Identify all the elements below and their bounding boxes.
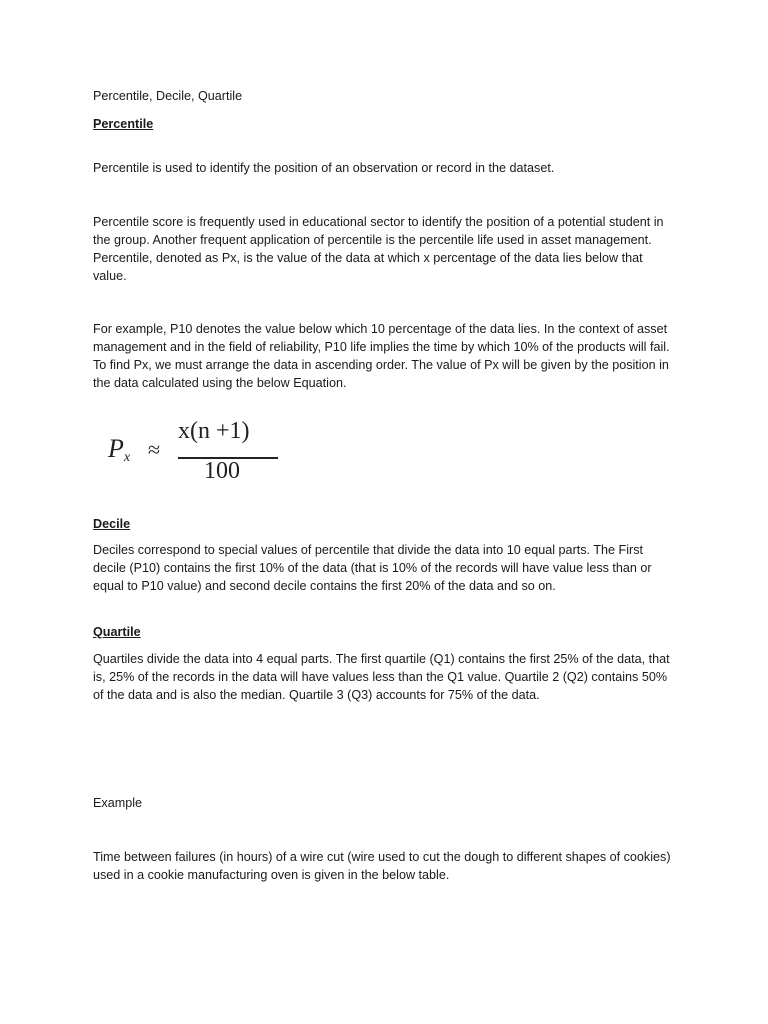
formula-approx-sign: ≈ <box>148 437 161 462</box>
decile-paragraph: Deciles correspond to special values of percentile that divide the data into 10 equal parts. The First decile (P10) contains the first 10% of the data (that is 10% of the records will have value less than or equal to P10 value) and second decile contains the first 20% of the data and so on. <box>93 543 652 593</box>
formula-subscript: x <box>123 450 131 465</box>
quartile-paragraph: Quartiles divide the data into 4 equal parts. The first quartile (Q1) contains the first 25% of the data, that is, 25% of the records in the data will have values less than the Q1 value. Quartile 2 (Q2) contains 50% of the data and is also the median. Quartile 3 (Q3) accounts for 75% of the data. <box>93 652 670 702</box>
percentile-heading: Percentile <box>93 117 154 131</box>
example-paragraph: Time between failures (in hours) of a wire cut (wire used to cut the dough to different shapes of cookies) used in a cookie manufacturing oven is given in the below table. <box>93 850 671 882</box>
formula-denominator: 100 <box>204 458 240 484</box>
example-label: Example <box>93 796 142 810</box>
percentile-paragraph-3: For example, P10 denotes the value below which 10 percentage of the data lies. In the context of asset management and in the field of reliability, P10 life implies the time by which 10% of the products will fail. To find Px, we must arrange the data in ascending order. The value of Px will be given by the position in the data calculated using the below Equation. <box>93 322 670 390</box>
formula-lhs: $P_x$ <box>108 434 131 465</box>
percentile-paragraph-1: Percentile is used to identify the position of an observation or record in the dataset. <box>93 161 555 175</box>
formula-numerator: x(n +1) <box>178 418 250 444</box>
decile-heading: Decile <box>93 517 131 531</box>
percentile-paragraph-2: Percentile score is frequently used in educational sector to identify the position of a potential student in the group. Another frequent application of percentile is the percentile life used in asset management. Percentile, denoted as Px, is the value of the data at which x percentage of the data lies below that value. <box>93 215 664 283</box>
document-title: Percentile, Decile, Quartile <box>93 89 243 103</box>
quartile-heading: Quartile <box>93 625 141 639</box>
